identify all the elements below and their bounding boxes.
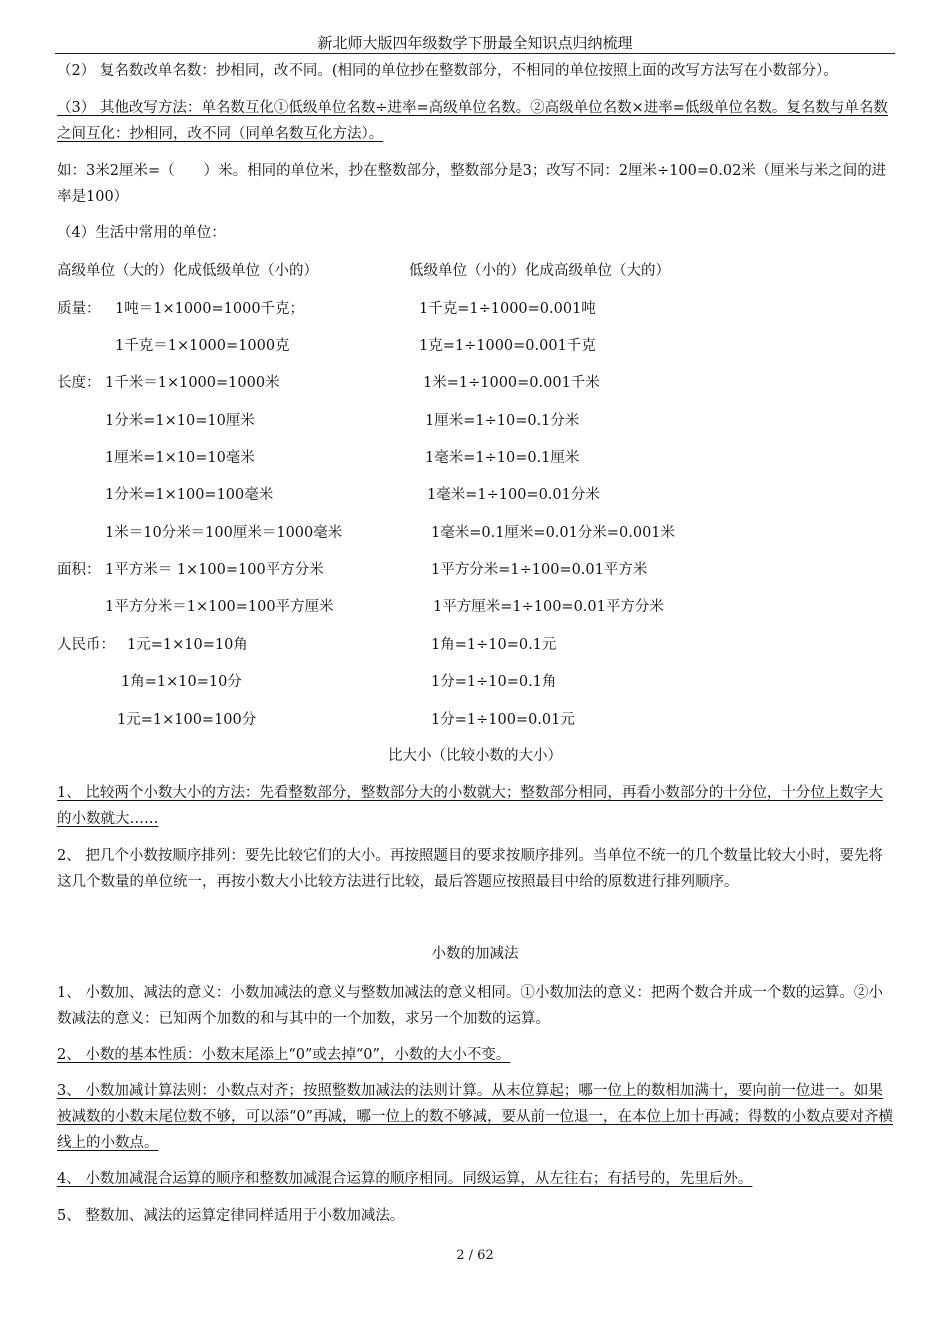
mass-label: 质量： (57, 301, 101, 317)
length-right-4: 1毫米=1÷100=0.01分米 (427, 487, 600, 503)
mass-left-2: 1千克＝1×1000=1000克 (115, 338, 290, 354)
length-right-5: 1毫米=0.1厘米=0.01分米=0.001米 (431, 525, 676, 541)
addsub-item-3: 3、 小数加减计算法则：小数点对齐；按照整数加减法的法则计算。从末位算起；哪一位上的数相加满十，要向前一位进一。如果被减数的小数末尾位数不够，可以添“0”再减，哪一位上的数不够减，要从前一位退一，在本位上加十再减；得数的小数点要对齐横线上的小数点。 (57, 1083, 894, 1151)
addsub-item-2: 2、 小数的基本性质：小数末尾添上“0”或去掉“0”，小数的大小不变。 (57, 1047, 511, 1063)
length-label: 长度： (57, 375, 101, 391)
length-left-2: 1分米=1×10=10厘米 (105, 413, 255, 429)
addsub-item-5: 5、 整数加、减法的运算定律同样适用于小数加减法。 (57, 1208, 405, 1224)
addsub-section-title: 小数的加减法 (431, 946, 519, 962)
compare-item-1: 1、 比较两个小数大小的方法：先看整数部分，整数部分大的小数就大；整数部分相同，再看小数部分的十分位，十分位上数字大的小数就大…… (57, 785, 883, 827)
area-left-2: 1平方分米＝1×100=100平方厘米 (105, 599, 334, 615)
mass-right-1: 1千克=1÷1000=0.001吨 (419, 301, 596, 317)
length-right-3: 1毫米=1÷10=0.1厘米 (425, 450, 580, 466)
compare-section-title: 比大小（比较小数的大小） (388, 748, 562, 764)
conversion-item-3: （3） 其他改写方法：单名数互化①低级单位名数÷进率=高级单位名数。②高级单位名数×进率=低级单位名数。复名数与单名数之间互化：抄相同，改不同（同单名数互化方法）。 (57, 100, 888, 142)
page-number: 2 / 62 (456, 1248, 494, 1263)
left-column-heading: 高级单位（大的）化成低级单位（小的） (57, 263, 318, 279)
area-right-2: 1平方厘米=1÷100=0.01平方分米 (433, 599, 664, 615)
conversion-example: 如：3米2厘米=（ ）米。相同的单位米，抄在整数部分，整数部分是3；改写不同：2厘米÷100=0.02米（厘米与米之间的进率是100） (57, 163, 887, 205)
area-right-1: 1平方分米=1÷100=0.01平方米 (431, 562, 648, 578)
length-left-5: 1米＝10分米＝100厘米＝1000毫米 (105, 525, 343, 541)
page-header-title: 新北师大版四年级数学下册最全知识点归纳梳理 (317, 34, 633, 52)
rmb-left-1: 1元=1×10=10角 (127, 637, 248, 653)
area-left-1: 1平方米＝ 1×100=100平方分米 (105, 562, 324, 578)
length-right-2: 1厘米=1÷10=0.1分米 (425, 413, 580, 429)
compare-item-2: 2、 把几个小数按顺序排列：要先比较它们的大小。再按照题目的要求按顺序排列。当单位不统一的几个数量比较大小时，要先将这几个数量的单位统一，再按小数大小比较方法进行比较，最后答题应按照最目中给的原数进行排列顺序。 (57, 848, 883, 890)
rmb-left-2: 1角=1×10=10分 (121, 674, 242, 690)
rmb-left-3: 1元=1×100=100分 (117, 712, 257, 728)
rmb-label: 人民币： (57, 637, 115, 653)
length-left-4: 1分米=1×100=100毫米 (105, 487, 274, 503)
addsub-item-1: 1、 小数加、减法的意义：小数加减法的意义与整数加减法的意义相同。①小数加法的意义：把两个数合并成一个数的运算。②小数减法的意义：已知两个加数的和与其中的一个加数，求另一个加数的运算。 (57, 985, 883, 1027)
length-left-1: 1千米＝1×1000=1000米 (105, 375, 280, 391)
rmb-right-2: 1分=1÷10=0.1角 (431, 674, 557, 690)
area-label: 面积： (57, 562, 101, 578)
header-rule (55, 53, 895, 54)
length-left-3: 1厘米=1×10=10毫米 (105, 450, 255, 466)
conversion-item-4: （4）生活中常用的单位： (57, 225, 226, 241)
conversion-item-2: （2） 复名数改单名数：抄相同，改不同。(相同的单位抄在整数部分，不相同的单位按照上面的改写方法写在小数部分）。 (57, 63, 838, 79)
rmb-right-3: 1分=1÷100=0.01元 (431, 712, 575, 728)
mass-right-2: 1克=1÷1000=0.001千克 (419, 338, 596, 354)
mass-left-1: 1吨＝1×1000=1000千克； (115, 301, 305, 317)
length-right-1: 1米=1÷1000=0.001千米 (423, 375, 600, 391)
right-column-heading: 低级单位（小的）化成高级单位（大的） (409, 263, 670, 279)
addsub-item-4: 4、 小数加减混合运算的顺序和整数加减混合运算的顺序相同。同级运算，从左往右；有括号的，先里后外。 (57, 1171, 753, 1187)
rmb-right-1: 1角=1÷10=0.1元 (431, 637, 557, 653)
